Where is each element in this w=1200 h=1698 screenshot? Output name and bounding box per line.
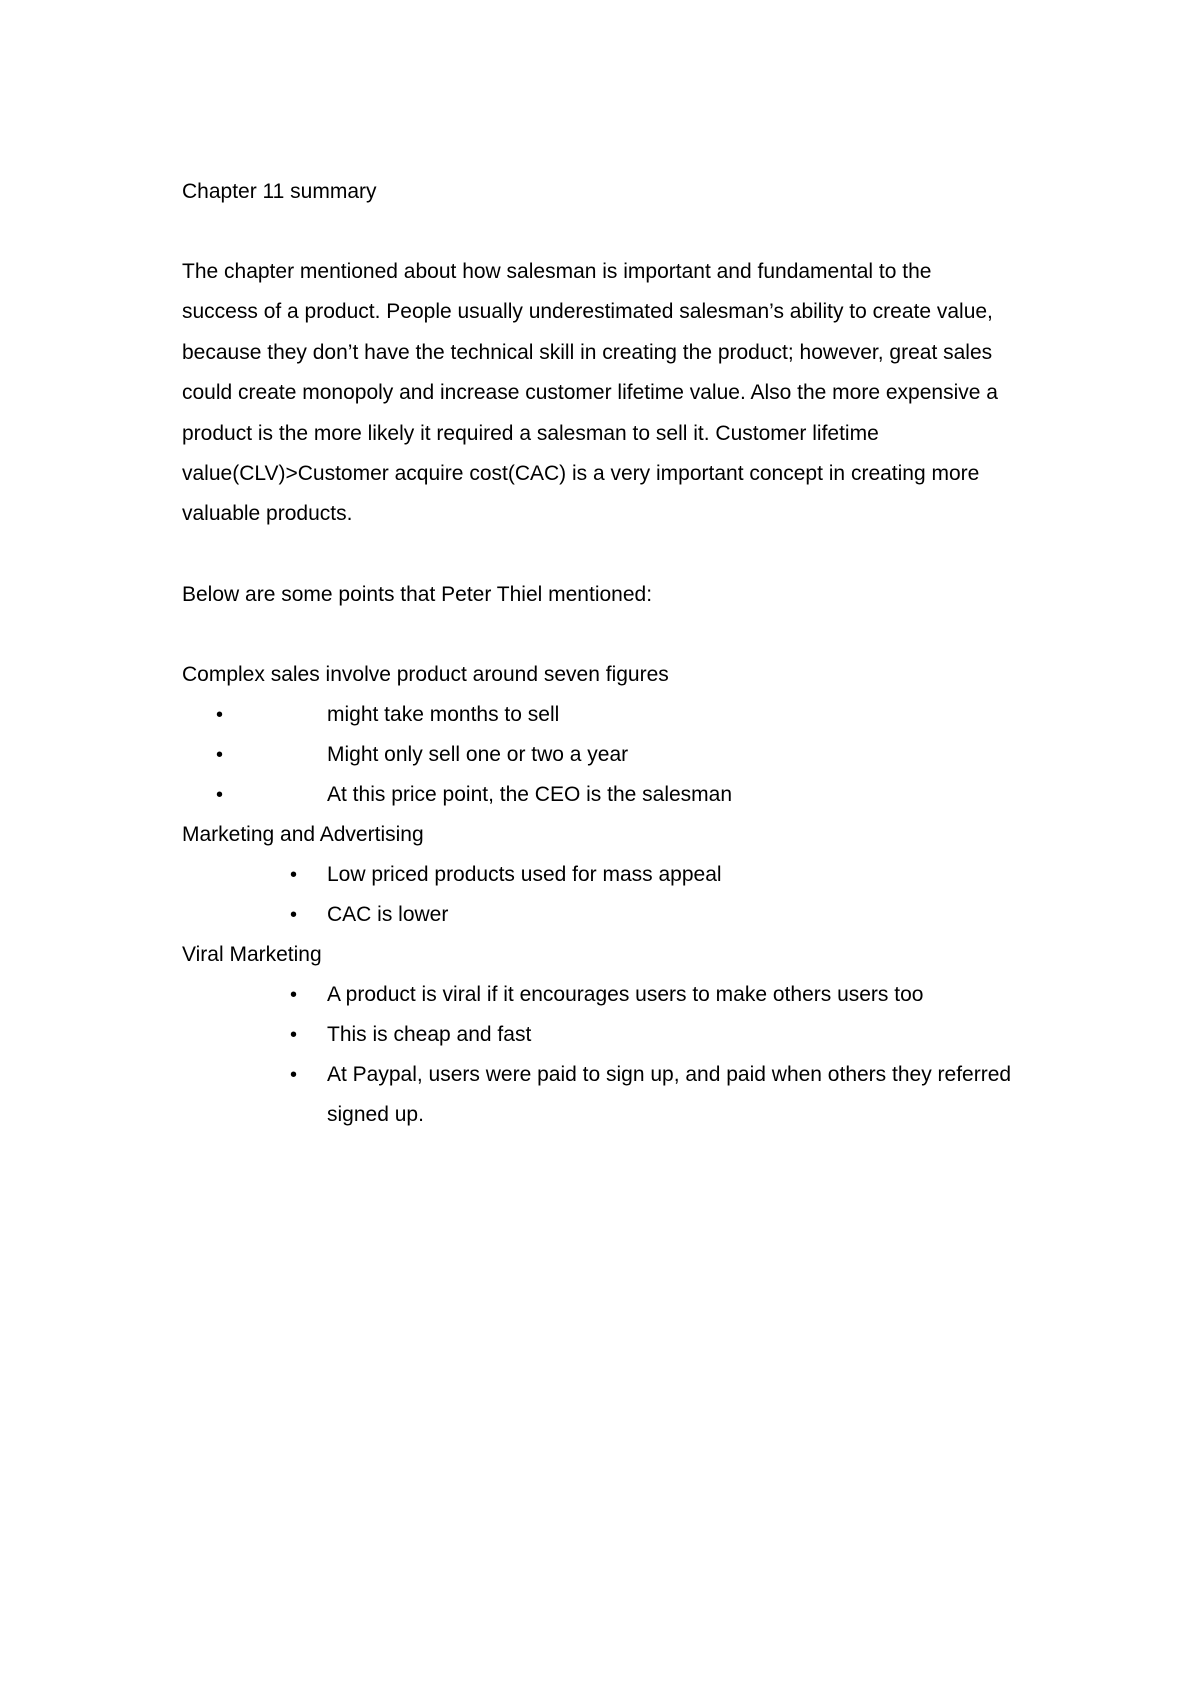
bullet-list-viral-marketing (182, 975, 1012, 1135)
bullet-list-complex-sales (182, 695, 1012, 815)
list-item-text: A product is viral if it encourages users to make others users too (327, 982, 924, 1006)
section-heading-marketing-advertising: Marketing and Advertising (182, 822, 424, 846)
list-item-text: Might only sell one or two a year (327, 742, 629, 766)
spacer (182, 535, 1012, 575)
list-item-text: CAC is lower (327, 902, 449, 926)
bullet-icon: • (290, 1023, 298, 1046)
bullet-icon: • (216, 703, 224, 726)
list-item (182, 855, 1012, 895)
bullet-list-marketing-advertising (182, 855, 1012, 935)
list-item (182, 895, 1012, 935)
spacer (182, 615, 1012, 655)
bullet-icon: • (216, 743, 224, 766)
document-body (182, 172, 1012, 1135)
list-item (182, 735, 1012, 775)
list-item (182, 1015, 1012, 1055)
list-item (182, 775, 1012, 815)
section-heading-complex-sales: Complex sales involve product around seven figures (182, 662, 669, 686)
bullet-icon: • (290, 1063, 298, 1086)
bullet-icon: • (290, 983, 298, 1006)
list-item-text: At this price point, the CEO is the salesman (327, 782, 733, 806)
summary-paragraph: The chapter mentioned about how salesman is important and fundamental to the success of a product. People usually underestimated salesman’s ability to create value, because they don’t have the technical skill in creating the product; however, great sales could create monopoly and increase customer lifetime value. Also the more expensive a product is the more likely it required a salesman to sell it. Customer lifetime value(CLV)>Customer acquire cost(CAC) is a very important concept in creating more valuable products. (182, 260, 998, 526)
list-item (182, 695, 1012, 735)
list-item-text: At Paypal, users were paid to sign up, and paid when others they referred signed up. (327, 1062, 1012, 1126)
list-item-text: This is cheap and fast (327, 1022, 532, 1046)
bullet-icon: • (216, 783, 224, 806)
document-title: Chapter 11 summary (182, 180, 377, 203)
section-heading-viral-marketing: Viral Marketing (182, 942, 322, 966)
list-item (182, 1055, 1012, 1135)
spacer (182, 212, 1012, 252)
list-item-text: Low priced products used for mass appeal (327, 862, 722, 886)
list-item-text: might take months to sell (327, 702, 560, 726)
bullet-icon: • (290, 903, 298, 926)
intro-line: Below are some points that Peter Thiel mentioned: (182, 582, 653, 606)
list-item (182, 975, 1012, 1015)
bullet-icon: • (290, 863, 298, 886)
